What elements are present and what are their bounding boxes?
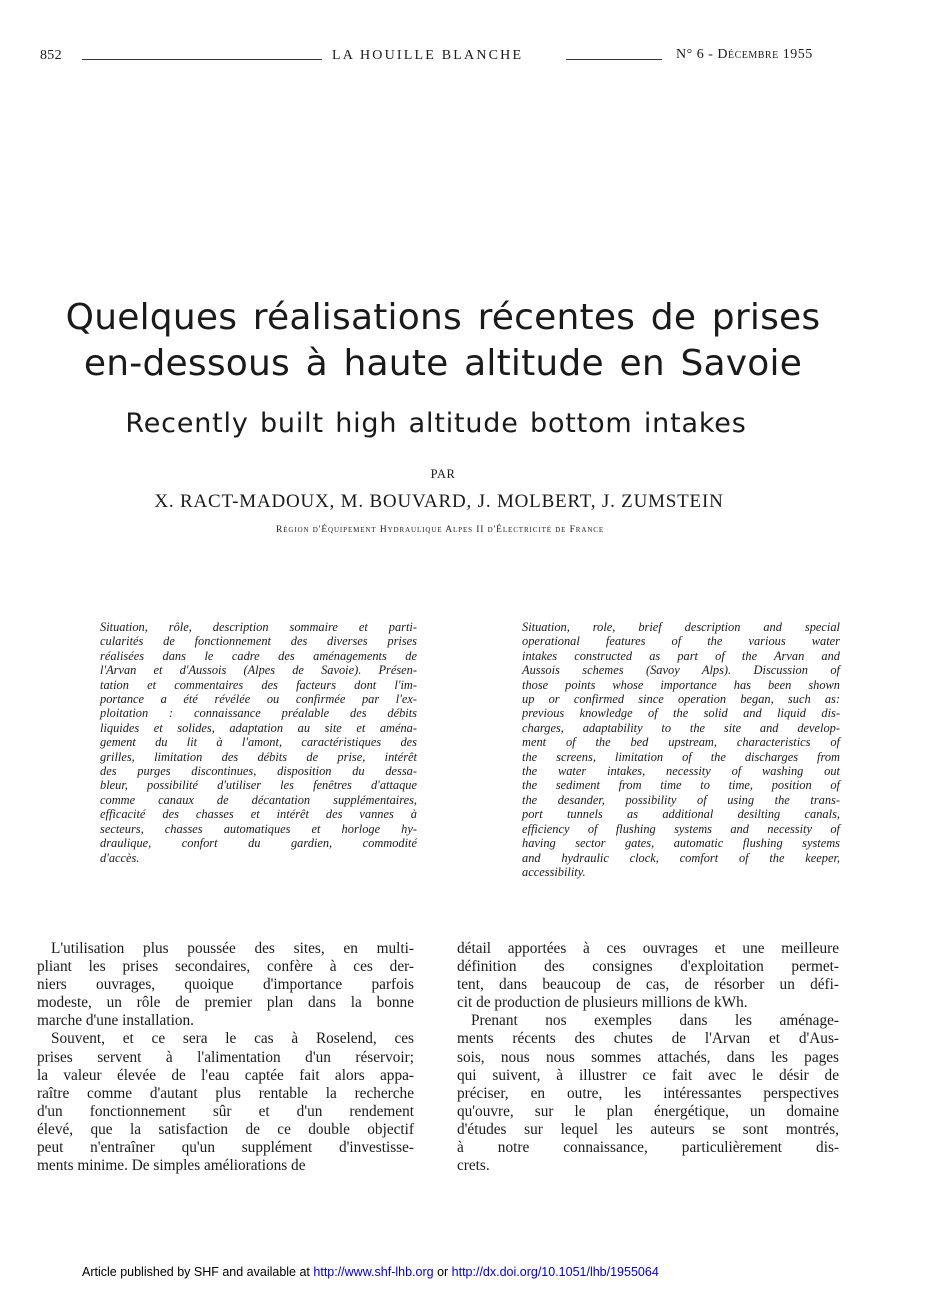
abstract-line: gement du lit à l'amont, caractéristiques des	[100, 735, 417, 750]
paragraph-line: crets.	[457, 1157, 490, 1175]
paragraph-line: détail apportées à ces ouvrages et une meilleure	[457, 940, 839, 957]
page-number: 852	[40, 48, 62, 63]
abstract-line: port tunnels as additional desilting canals,	[522, 807, 840, 822]
issue-info: N° 6 - Décembre 1955	[676, 47, 813, 62]
paragraph-line: élevé, que la satisfaction de ce double objectif	[37, 1120, 414, 1138]
abstract-line: the screens, limitation of the discharges from	[522, 749, 840, 764]
header-rule-left	[82, 59, 322, 60]
abstract-line: Situation, role, brief description and special	[522, 620, 840, 634]
abstract-line: the sediment from time to time, position of	[522, 778, 840, 793]
paragraph-line: qu'ouvre, sur le plan énergétique, un domaine	[457, 1102, 839, 1120]
footer-prefix: Article published by SHF and available at	[82, 1265, 314, 1279]
paragraph-line: ments récents des chutes de l'Arvan et d'Aus-	[457, 1030, 839, 1048]
paragraph-line: peut n'entraîner qu'un supplément d'investisse-	[37, 1139, 414, 1157]
abstract-line: operational features of the various water	[522, 634, 840, 649]
abstract-french	[100, 620, 417, 865]
paragraph-line: d'un fonctionnement sûr et d'un rendement	[37, 1102, 414, 1120]
paragraph-line: tent, dans beaucoup de cas, de résorber un défi-	[457, 976, 839, 994]
abstract-line: des purges discontinues, disposition du dessa-	[100, 764, 417, 779]
abstract-line: the water intakes, necessity of washing out	[522, 764, 840, 779]
abstract-line: d'accès.	[100, 850, 140, 865]
paragraph-line: pliant les prises secondaires, confère à ces der-	[37, 958, 414, 976]
abstract-english	[522, 620, 840, 879]
abstract-line: secteurs, chasses automatiques et horloge hy-	[100, 821, 417, 836]
abstract-line: cularités de fonctionnement des diverses prises	[100, 634, 417, 649]
abstract-line: the desander, possibility of using the trans-	[522, 792, 840, 807]
footer-or: or	[433, 1265, 452, 1279]
abstract-line: ment of the bed upstream, characteristics of	[522, 735, 840, 750]
paragraph-line: définition des consignes d'exploitation permet-	[457, 958, 839, 976]
body-column-left	[37, 940, 414, 1175]
paragraph-line: raître comme d'autant plus rentable la recherche	[37, 1084, 414, 1102]
body-column-right	[457, 940, 839, 1175]
paragraph-line: préciser, en outre, les intéressantes perspectives	[457, 1084, 839, 1102]
paragraph-line: cit de production de plusieurs millions de kWh.	[457, 994, 748, 1012]
paragraph-line: niers ouvrages, quoique d'importance parfois	[37, 976, 414, 994]
abstract-line: ploitation : connaissance préalable des débits	[100, 706, 417, 721]
abstract-line: tation et commentaires des facteurs dont l'im-	[100, 677, 417, 692]
abstract-line: réalisées dans le cadre des aménagements de	[100, 648, 417, 663]
publication-footer	[82, 1265, 659, 1279]
paragraph-line: sois, nous nous sommes attachés, dans les pages	[457, 1048, 839, 1066]
abstract-line: up or confirmed since operation began, such as:	[522, 692, 840, 707]
paragraph-line: d'études sur lequel les auteurs se sont montrés,	[457, 1120, 839, 1138]
byline-par: PAR	[430, 467, 456, 481]
abstract-line: and hydraulic clock, comfort of the keeper,	[522, 850, 840, 865]
article-title-line-2: en-dessous à haute altitude en Savoie	[83, 343, 803, 384]
article-subtitle: Recently built high altitude bottom intakes	[125, 408, 747, 439]
author-affiliation: Région d'Équipement Hydraulique Alpes II d'Électricité de France	[275, 525, 605, 535]
abstract-line: portance a été révélée ou confirmée par l'ex-	[100, 692, 417, 707]
abstract-line: having sector gates, automatic flushing systems	[522, 836, 840, 851]
paragraph-line: modeste, un rôle de premier plan dans la bonne	[37, 994, 414, 1012]
paragraph-line: la valeur élevée de l'eau captée fait alors appa-	[37, 1066, 414, 1084]
header-rule-right	[566, 59, 662, 60]
paragraph-line: L'utilisation plus poussée des sites, en multi-	[51, 940, 414, 957]
abstract-line: charges, adaptability to the site and develop-	[522, 720, 840, 735]
paragraph-line: ments minime. De simples améliorations de	[37, 1157, 306, 1175]
paragraph-line: Souvent, et ce sera le cas à Roselend, ces	[51, 1030, 414, 1048]
abstract-line: accessibility.	[522, 864, 586, 879]
article-title-line-1: Quelques réalisations récentes de prises	[65, 297, 821, 338]
paragraph-line: prises servent à l'alimentation d'un réservoir;	[37, 1048, 414, 1066]
abstract-line: efficiency of flushing systems and necessity of	[522, 821, 840, 836]
abstract-line: draulique, confort du gardien, commodité	[100, 836, 417, 851]
abstract-line: grilles, limitation des débits de prise, intérêt	[100, 749, 417, 764]
paragraph-line: Prenant nos exemples dans les aménage-	[471, 1012, 839, 1030]
abstract-line: Situation, rôle, description sommaire et parti-	[100, 620, 417, 634]
doi-link[interactable]: http://dx.doi.org/10.1051/lhb/1955064	[451, 1265, 659, 1279]
abstract-line: previous knowledge of the solid and liquid dis-	[522, 706, 840, 721]
abstract-line: efficacité des chasses et intérêt des vannes à	[100, 807, 417, 822]
paragraph-line: marche d'une installation.	[37, 1012, 194, 1030]
abstract-line: intakes constructed as part of the Arvan and	[522, 648, 840, 663]
author-list: X. RACT-MADOUX, M. BOUVARD, J. MOLBERT, J. ZUMSTEIN	[154, 491, 724, 512]
paragraph-line: qui suivent, à illustrer ce fait avec le désir de	[457, 1066, 839, 1084]
abstract-line: l'Arvan et d'Aussois (Alpes de Savoie). Présen-	[100, 663, 417, 678]
paragraph-line: à notre connaissance, particulièrement dis-	[457, 1139, 839, 1157]
abstract-line: bleur, possibilité d'utiliser les fenêtres d'attaque	[100, 778, 417, 793]
shf-link[interactable]: http://www.shf-lhb.org	[313, 1265, 434, 1279]
abstract-line: comme canaux de décantation supplémentaires,	[100, 792, 417, 807]
abstract-line: those points whose importance has been shown	[522, 677, 840, 692]
abstract-line: Aussois schemes (Savoy Alps). Discussion of	[522, 663, 840, 678]
abstract-line: liquides et solides, adaptation au site et aména-	[100, 720, 417, 735]
journal-name: LA HOUILLE BLANCHE	[332, 48, 524, 63]
